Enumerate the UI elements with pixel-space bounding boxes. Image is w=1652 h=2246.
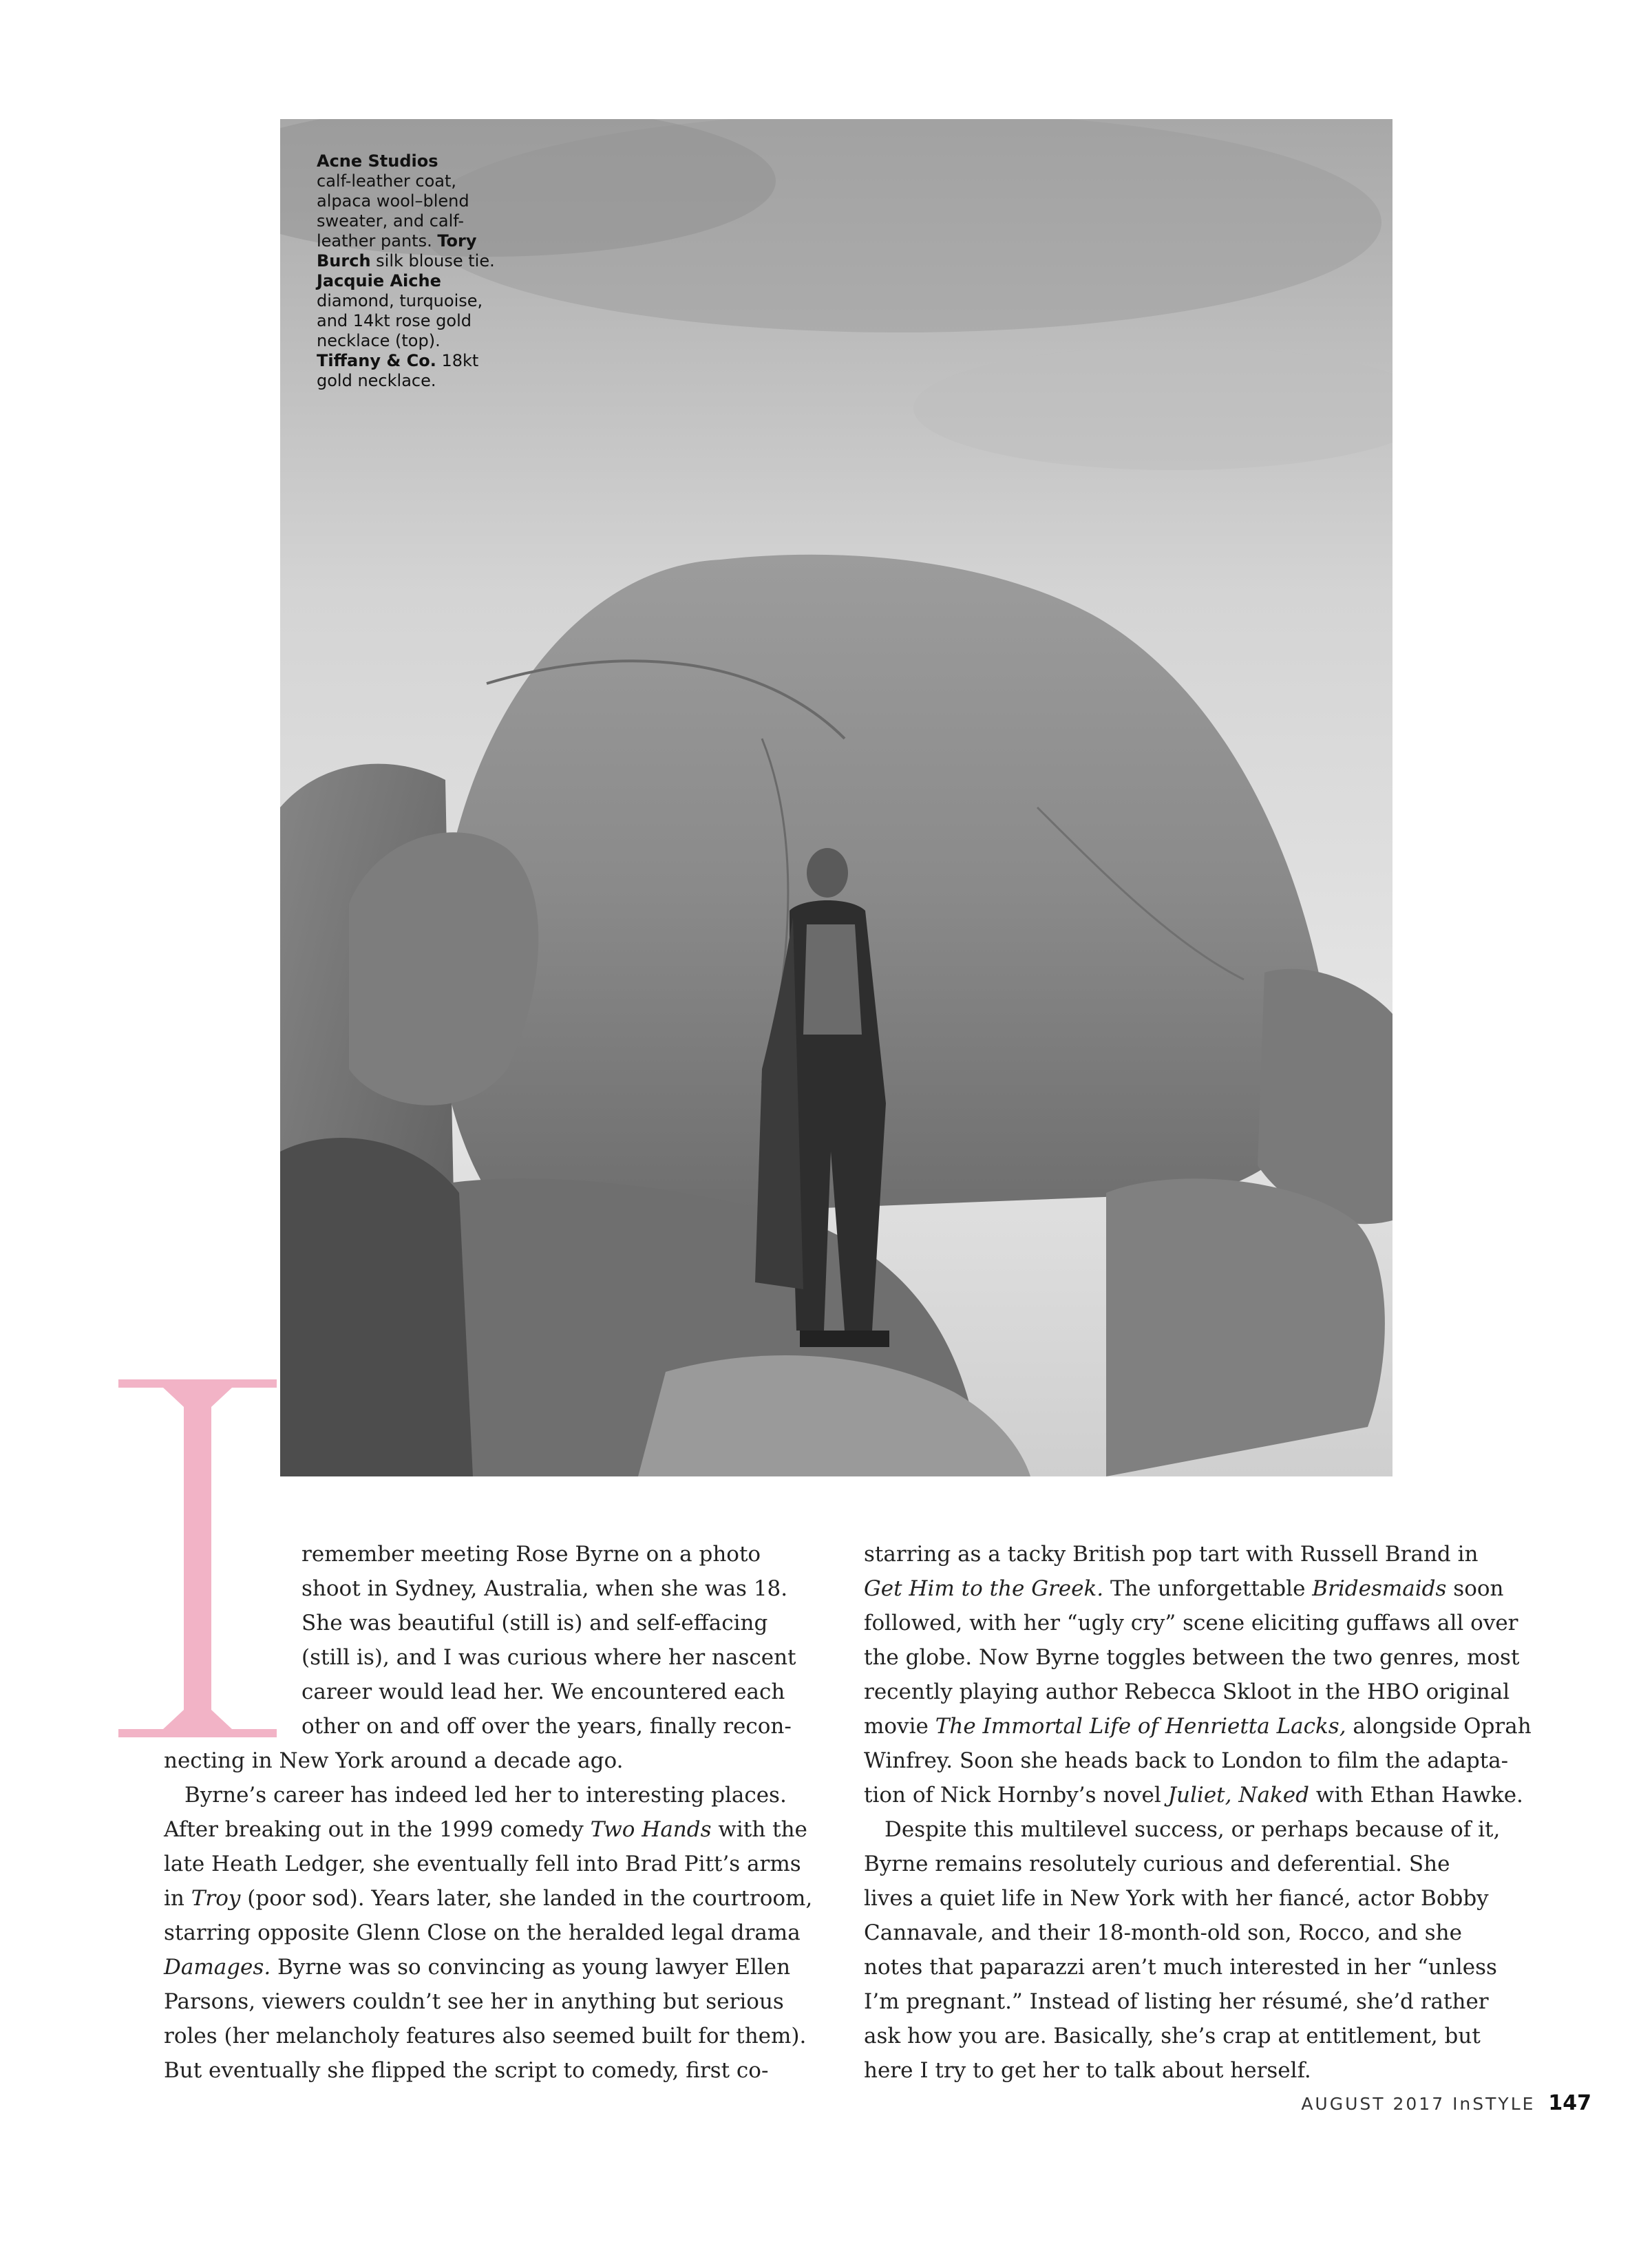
article-line: I’m pregnant.” Instead of listing her résumé, she’d rather bbox=[864, 1989, 1489, 2014]
article-line: necting in New York around a decade ago. bbox=[164, 1748, 624, 1773]
article-line: career would lead her. We encountered each bbox=[301, 1680, 785, 1704]
article-line: here I try to get her to talk about herself. bbox=[864, 2058, 1311, 2083]
film-title: Get Him to the Greek. bbox=[864, 1576, 1104, 1601]
credit-item: silk blouse tie. bbox=[376, 251, 495, 271]
article-column-right bbox=[864, 1537, 1532, 2088]
article-line: the globe. Now Byrne toggles between the two genres, most bbox=[864, 1645, 1520, 1670]
article-line: other on and off over the years, finally recon- bbox=[301, 1714, 792, 1739]
article-line: recently playing author Rebecca Skloot in the HBO original bbox=[864, 1680, 1510, 1704]
page-number: 147 bbox=[1548, 2091, 1591, 2115]
article-line: Damages. Byrne was so convincing as young lawyer Ellen bbox=[164, 1955, 791, 1980]
film-title: Bridesmaids bbox=[1312, 1576, 1447, 1601]
article-line: roles (her melancholy features also seemed built for them). bbox=[164, 2024, 807, 2048]
article-column-left bbox=[164, 1537, 813, 2088]
article-line: Winfrey. Soon she heads back to London to film the adapta- bbox=[864, 1748, 1509, 1773]
credit-item: calf-leather coat, alpaca wool–blend sweater, and calf-leather pants. bbox=[317, 171, 469, 251]
film-title: Two Hands bbox=[590, 1817, 712, 1842]
credit-brand: Tiffany & Co. bbox=[317, 351, 436, 370]
article-line: But eventually she flipped the script to comedy, first co- bbox=[164, 2058, 769, 2083]
article-line: shoot in Sydney, Australia, when she was 18. bbox=[301, 1576, 788, 1601]
article-line: ask how you are. Basically, she’s crap at entitlement, but bbox=[864, 2024, 1481, 2048]
article-line: tion of Nick Hornby’s novel Juliet, Naked with Ethan Hawke. bbox=[864, 1783, 1523, 1808]
article-line: Cannavale, and their 18-month-old son, Rocco, and she bbox=[864, 1920, 1462, 1945]
article-line: Byrne’s career has indeed led her to interesting places. bbox=[184, 1783, 787, 1808]
show-title: Damages. bbox=[164, 1955, 271, 1980]
article-line: starring opposite Glenn Close on the heralded legal drama bbox=[164, 1920, 801, 1945]
article-line: starring as a tacky British pop tart with Russell Brand in bbox=[864, 1542, 1479, 1567]
article-line: followed, with her “ugly cry” scene eliciting guffaws all over bbox=[864, 1611, 1518, 1635]
article-line: lives a quiet life in New York with her fiancé, actor Bobby bbox=[864, 1886, 1489, 1911]
article-line: Byrne remains resolutely curious and deferential. She bbox=[864, 1852, 1450, 1876]
credit-brand: Acne Studios bbox=[317, 151, 438, 171]
article-line: remember meeting Rose Byrne on a photo bbox=[301, 1542, 761, 1567]
book-title: Juliet, Naked bbox=[1167, 1783, 1309, 1808]
article-line: She was beautiful (still is) and self-effacing bbox=[301, 1611, 768, 1635]
article-line: After breaking out in the 1999 comedy Two Hands with the bbox=[164, 1817, 807, 1842]
credit-brand: Tory Burch bbox=[317, 231, 477, 271]
article-line: Despite this multilevel success, or perhaps because of it, bbox=[885, 1817, 1501, 1842]
credit-item: diamond, turquoise, and 14kt rose gold necklace (top). bbox=[317, 291, 483, 350]
film-title: Troy bbox=[191, 1886, 241, 1911]
article-line: late Heath Ledger, she eventually fell into Brad Pitt’s arms bbox=[164, 1852, 801, 1876]
page-footer bbox=[1301, 2091, 1591, 2115]
article-line: Parsons, viewers couldn’t see her in anything but serious bbox=[164, 1989, 784, 2014]
article-line: notes that paparazzi aren’t much interested in her “unless bbox=[864, 1955, 1497, 1980]
credit-brand: Jacquie Aiche bbox=[317, 271, 441, 290]
issue-date: AUGUST 2017 bbox=[1301, 2094, 1446, 2114]
photo-credits-caption bbox=[317, 151, 496, 391]
credit-item: 18kt gold necklace. bbox=[317, 351, 479, 390]
article-line: movie The Immortal Life of Henrietta Lacks, alongside Oprah bbox=[864, 1714, 1532, 1739]
film-title: The Immortal Life of Henrietta Lacks, bbox=[935, 1714, 1346, 1739]
article-line: in Troy (poor sod). Years later, she landed in the courtroom, bbox=[164, 1886, 813, 1911]
magazine-name: InSTYLE bbox=[1452, 2094, 1536, 2114]
article-line: (still is), and I was curious where her nascent bbox=[301, 1645, 796, 1670]
article-line: Get Him to the Greek. The unforgettable Bridesmaids soon bbox=[864, 1576, 1504, 1601]
